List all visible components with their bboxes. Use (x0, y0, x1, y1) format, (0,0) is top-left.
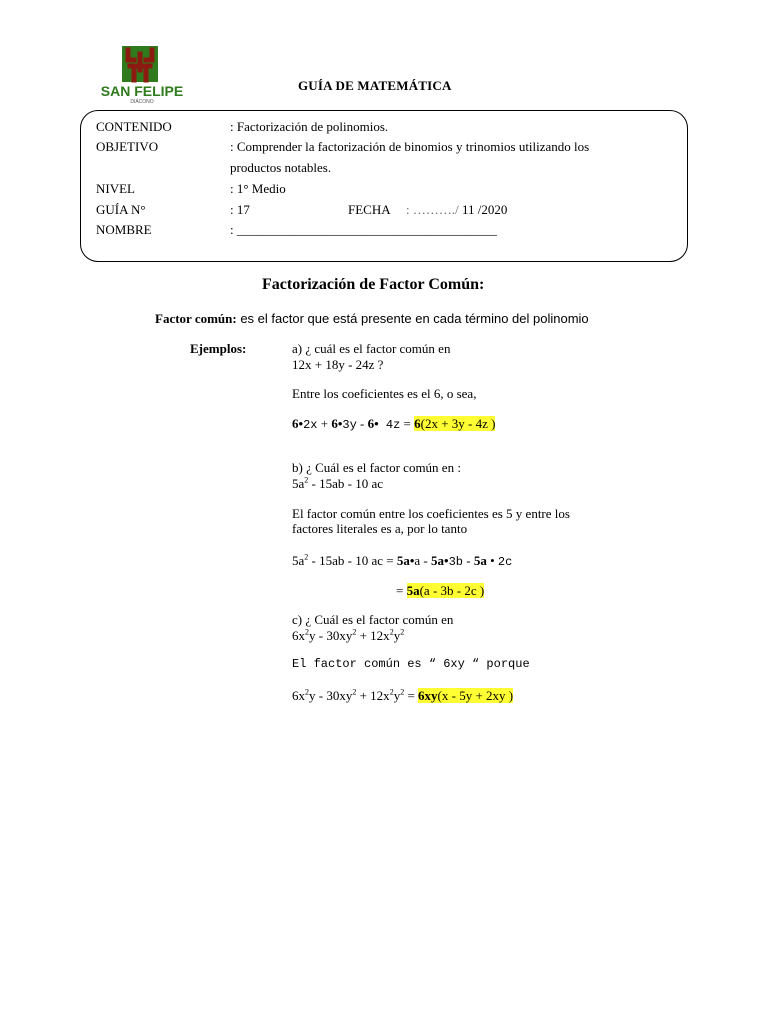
eq-op: - (462, 553, 474, 568)
eq-exp: 2 (305, 687, 309, 697)
eq-op: • (486, 553, 498, 568)
definition-term: Factor común: (155, 311, 237, 326)
contenido-value: : Factorización de polinomios. (230, 119, 389, 134)
eq-term: 2x (303, 418, 318, 432)
eq-term: a - (414, 553, 432, 568)
eq-exp: 2 (305, 627, 309, 637)
nombre-label: NOMBRE (96, 222, 152, 237)
eq-rest: (a - 3b - 2c ) (419, 583, 485, 598)
eq-exp: 2 (304, 552, 309, 562)
example-b-note-1: El factor común entre los coeficientes es 5 y entre los (292, 506, 570, 521)
eq-rest: (x - 5y + 2xy ) (437, 688, 514, 703)
objetivo-value-line1: : Comprender la factorización de binomios y trinomios utilizando los (230, 139, 590, 154)
eq-term: 5a• (396, 553, 415, 568)
eq-term: 5a (473, 553, 487, 568)
example-a-polynomial: 12x + 18y - 24z ? (292, 357, 384, 372)
eq-op: - (356, 416, 368, 431)
example-a-equation (292, 416, 495, 432)
eq-term: 2c (497, 555, 513, 569)
eq-term: 4z (378, 418, 401, 432)
eq-term: y (393, 628, 401, 643)
eq-term: 6x (292, 688, 305, 703)
objetivo-label: OBJETIVO (96, 139, 159, 154)
eq-term: 6• (292, 416, 304, 431)
eq-factor: 6 (414, 416, 421, 431)
page-title: GUÍA DE MATEMÁTICA (298, 78, 452, 93)
example-c-question: c) ¿ Cuál es el factor común en (292, 612, 454, 627)
eq-term: 3b (448, 555, 463, 569)
example-b-result (407, 583, 485, 598)
eq-term: y - 30xy (309, 688, 353, 703)
example-b-polynomial (292, 476, 383, 492)
eq-rest: (2x + 3y - 4z ) (420, 416, 496, 431)
eq-factor: 6xy (418, 688, 438, 703)
guia-value: : 17 (230, 202, 250, 217)
school-logo-icon (86, 40, 198, 104)
nivel-label: NIVEL (96, 181, 135, 196)
eq-term: 3y (342, 418, 357, 432)
eq-exp: 2 (389, 687, 394, 697)
eq-term: - 15ab - 10 ac (308, 476, 383, 491)
definition-text: es el factor que está presente en cada término del polinomio (236, 311, 589, 326)
eq-exp: 2 (352, 627, 357, 637)
nivel-value: : 1° Medio (230, 181, 286, 196)
definition (155, 311, 589, 327)
eq-term: 5a (292, 476, 305, 491)
eq-term: y (393, 688, 401, 703)
school-subtitle: DIÁCONO (130, 99, 154, 104)
example-b-equation (292, 553, 512, 569)
example-b-question: b) ¿ Cuál es el factor común en : (292, 460, 461, 475)
example-b-result-line (396, 583, 484, 599)
eq-exp: 2 (400, 687, 405, 697)
example-c-equation (292, 688, 513, 704)
example-a-result (414, 416, 495, 431)
eq-equals: = (404, 688, 419, 703)
example-c-note: El factor común es “ 6xy “ porque (292, 657, 530, 671)
eq-term: 6x (292, 628, 305, 643)
eq-term: 5a (292, 553, 305, 568)
eq-term: 5a• (431, 553, 449, 568)
example-b-note-2: factores literales es a, por lo tanto (292, 521, 468, 536)
eq-factor: 5a (406, 583, 420, 598)
example-a-question: a) ¿ cuál es el factor común en (292, 341, 451, 356)
eq-term: 6• (367, 416, 379, 431)
example-c-polynomial (292, 628, 404, 644)
ejemplos-label: Ejemplos: (190, 341, 247, 356)
section-title: Factorización de Factor Común: (262, 276, 485, 293)
eq-term: - 15ab - 10 ac = (308, 553, 397, 568)
eq-exp: 2 (352, 687, 357, 697)
eq-exp: 2 (400, 627, 405, 637)
eq-op: + (317, 416, 332, 431)
guia-label: GUÍA N° (96, 202, 146, 217)
eq-exp: 2 (389, 627, 394, 637)
eq-equals: = (396, 583, 407, 598)
fecha-date: 11 /2020 (458, 202, 508, 217)
contenido-label: CONTENIDO (96, 119, 172, 134)
eq-term: + 12x (356, 688, 390, 703)
example-a-note: Entre los coeficientes es el 6, o sea, (292, 386, 477, 401)
nombre-value: : ________________________________________ (230, 222, 497, 237)
eq-exp: 2 (304, 475, 309, 485)
fecha-label: FECHA (348, 202, 391, 217)
objetivo-value-line2: productos notables. (230, 160, 332, 175)
school-name: SAN FELIPE (100, 83, 184, 99)
fecha-value (406, 202, 507, 218)
eq-term: + 12x (356, 628, 390, 643)
example-c-result (418, 688, 513, 703)
eq-term: 6• (331, 416, 343, 431)
eq-equals: = (400, 416, 415, 431)
school-logo (86, 40, 198, 104)
eq-term: y - 30xy (309, 628, 353, 643)
fecha-dots: : ………./ (406, 202, 459, 217)
